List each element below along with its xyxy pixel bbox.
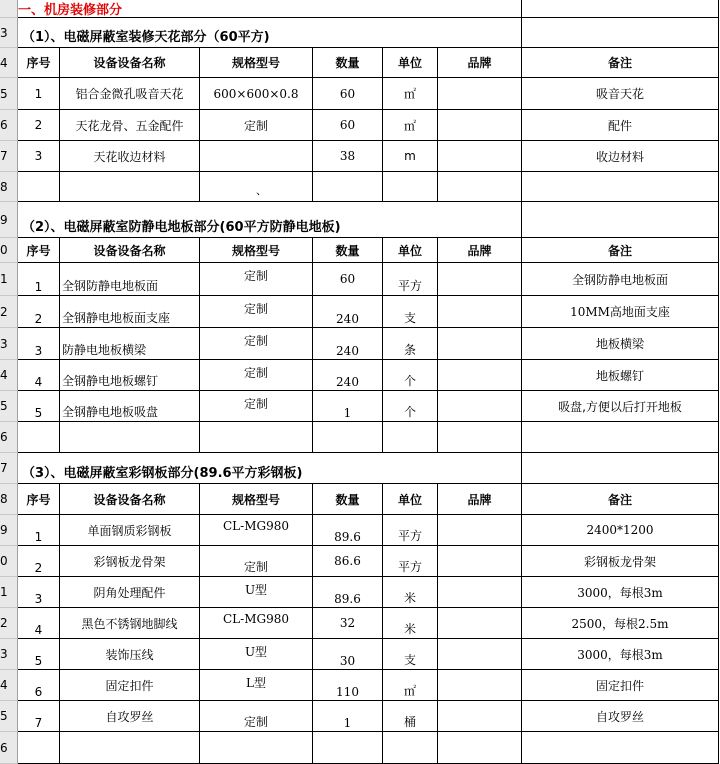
row-number[interactable]: 4 (0, 670, 18, 701)
empty-cell[interactable] (313, 732, 383, 764)
empty-cell[interactable] (383, 422, 438, 453)
cell-unit[interactable]: m (383, 141, 438, 172)
row-number[interactable]: 5 (0, 391, 18, 422)
cell-no[interactable]: 3 (18, 328, 60, 360)
cell-note[interactable]: 彩钢板龙骨架 (522, 546, 719, 577)
cell-spec[interactable]: L型 (200, 670, 313, 701)
cell-name[interactable]: 单面钢质彩钢板 (60, 515, 200, 546)
header-no: 序号 (18, 238, 60, 263)
cell-no[interactable]: 2 (18, 110, 60, 141)
header-qty: 数量 (313, 238, 383, 263)
header-brand: 品牌 (438, 238, 522, 263)
stray-mark: 、 (256, 184, 267, 197)
cell-note[interactable]: 3000，每根3m (522, 577, 719, 608)
cell-no[interactable]: 6 (18, 670, 60, 701)
section-title: （2）、电磁屏蔽室防静电地板部分(60平方防静电地板) (18, 202, 522, 238)
row-number[interactable]: 6 (0, 110, 18, 141)
cell-qty[interactable]: 60 (313, 78, 383, 110)
empty-cell[interactable] (18, 732, 60, 764)
cell-no[interactable]: 1 (18, 263, 60, 296)
cell-unit[interactable]: 平方 (383, 263, 438, 296)
header-unit: 单位 (383, 238, 438, 263)
cell-brand[interactable] (438, 701, 522, 732)
cell-brand[interactable] (438, 328, 522, 360)
cell-name[interactable]: 天花龙骨、五金配件 (60, 110, 200, 141)
cell-note[interactable]: 10MM高地面支座 (522, 296, 719, 328)
cell-name[interactable]: 全钢静电地板螺钉 (60, 360, 200, 391)
empty-cell[interactable] (200, 732, 313, 764)
row-number[interactable]: 3 (0, 328, 18, 360)
cell-spec[interactable]: 定制 (200, 110, 313, 141)
cell-note[interactable]: 吸音天花 (522, 78, 719, 110)
cell-name[interactable]: 自攻罗丝 (60, 701, 200, 732)
row-number[interactable]: 2 (0, 296, 18, 328)
empty-cell[interactable] (383, 732, 438, 764)
cell-unit[interactable]: ㎡ (383, 78, 438, 110)
cell-no[interactable]: 3 (18, 141, 60, 172)
row-number[interactable]: 5 (0, 78, 18, 110)
row-number[interactable]: 6 (0, 732, 18, 764)
header-no: 序号 (18, 484, 60, 515)
cell-qty[interactable]: 1 (313, 391, 383, 422)
cell-qty[interactable]: 1 (313, 701, 383, 732)
row-number[interactable] (0, 0, 18, 18)
cell-unit[interactable]: ㎡ (383, 110, 438, 141)
cell-name[interactable]: 全钢静电地板吸盘 (60, 391, 200, 422)
row-number[interactable]: 3 (0, 18, 18, 48)
header-qty: 数量 (313, 48, 383, 78)
cell-brand[interactable] (438, 546, 522, 577)
cell-brand[interactable] (438, 577, 522, 608)
cell-unit[interactable]: 桶 (383, 701, 438, 732)
cell-spec[interactable]: 定制 (200, 391, 313, 422)
header-brand: 品牌 (438, 48, 522, 78)
cell-spec[interactable]: CL-MG980 (200, 608, 313, 639)
header-spec: 规格型号 (200, 484, 313, 515)
cell-note[interactable]: 固定扣件 (522, 670, 719, 701)
cell-unit[interactable]: 平方 (383, 515, 438, 546)
cell-no[interactable]: 5 (18, 639, 60, 670)
cell-spec[interactable]: U型 (200, 577, 313, 608)
cell-unit[interactable]: 米 (383, 608, 438, 639)
empty-cell[interactable] (522, 422, 719, 453)
cell-spec[interactable]: 定制 (200, 328, 313, 360)
cell-no[interactable]: 7 (18, 701, 60, 732)
cell-no[interactable]: 1 (18, 515, 60, 546)
cell-unit[interactable]: ㎡ (383, 670, 438, 701)
main-title: 一、机房装修部分 (18, 0, 522, 18)
header-spec: 规格型号 (200, 238, 313, 263)
row-number[interactable]: 0 (0, 546, 18, 577)
row-number[interactable]: 3 (0, 639, 18, 670)
cell-no[interactable]: 4 (18, 360, 60, 391)
cell-unit[interactable]: 支 (383, 296, 438, 328)
cell-no[interactable]: 1 (18, 78, 60, 110)
cell-no[interactable]: 2 (18, 296, 60, 328)
cell-no[interactable]: 3 (18, 577, 60, 608)
empty-cell[interactable] (60, 172, 200, 202)
cell-name[interactable]: 黑色不锈钢地脚线 (60, 608, 200, 639)
row-number[interactable]: 4 (0, 360, 18, 391)
cell-brand[interactable] (438, 670, 522, 701)
header-name: 设备设备名称 (60, 484, 200, 515)
cell-spec[interactable]: 600×600×0.8 (200, 78, 313, 110)
cell-note[interactable]: 自攻罗丝 (522, 701, 719, 732)
cell-qty[interactable]: 240 (313, 360, 383, 391)
empty-cell[interactable] (438, 172, 522, 202)
cell-name[interactable]: 彩钢板龙骨架 (60, 546, 200, 577)
cell-note[interactable]: 地板螺钉 (522, 360, 719, 391)
empty-cell[interactable] (522, 172, 719, 202)
cell-spec[interactable] (200, 141, 313, 172)
cell-spec[interactable]: 定制 (200, 296, 313, 328)
header-note: 备注 (522, 484, 719, 515)
cell-name[interactable]: 固定扣件 (60, 670, 200, 701)
cell-name[interactable]: 装饰压线 (60, 639, 200, 670)
empty-cell[interactable] (200, 422, 313, 453)
empty-cell[interactable] (438, 422, 522, 453)
cell-qty[interactable]: 110 (313, 670, 383, 701)
empty-cell[interactable] (18, 172, 60, 202)
row-number[interactable]: 5 (0, 701, 18, 732)
cell-unit[interactable]: 条 (383, 328, 438, 360)
empty-cell[interactable] (438, 732, 522, 764)
cell-spec[interactable]: 定制 (200, 263, 313, 296)
cell-qty[interactable]: 89.6 (313, 577, 383, 608)
header-spec: 规格型号 (200, 48, 313, 78)
row-number[interactable]: 7 (0, 453, 18, 484)
cell-name[interactable]: 全钢防静电地板面 (60, 263, 200, 296)
cell-brand[interactable] (438, 296, 522, 328)
cell-qty[interactable]: 32 (313, 608, 383, 639)
row-number[interactable]: 7 (0, 141, 18, 172)
cell-name[interactable]: 天花收边材料 (60, 141, 200, 172)
row-number[interactable]: 2 (0, 608, 18, 639)
header-unit: 单位 (383, 484, 438, 515)
cell-no[interactable]: 5 (18, 391, 60, 422)
row-number[interactable]: 6 (0, 422, 18, 453)
cell-brand[interactable] (438, 78, 522, 110)
cell-note[interactable]: 吸盘,方便以后打开地板 (522, 391, 719, 422)
cell-note[interactable]: 3000，每根3m (522, 639, 719, 670)
cell-note[interactable]: 2400*1200 (522, 515, 719, 546)
cell-brand[interactable] (438, 263, 522, 296)
cell-qty[interactable]: 60 (313, 110, 383, 141)
cell-name[interactable]: 防静电地板横梁 (60, 328, 200, 360)
row-number[interactable]: 9 (0, 202, 18, 238)
cell-note[interactable]: 2500，每根2.5m (522, 608, 719, 639)
cell-spec[interactable]: 定制 (200, 546, 313, 577)
cell-brand[interactable] (438, 515, 522, 546)
row-number[interactable]: 1 (0, 263, 18, 296)
empty-cell[interactable] (522, 732, 719, 764)
cell-note[interactable]: 收边材料 (522, 141, 719, 172)
cell-brand[interactable] (438, 360, 522, 391)
cell-note[interactable]: 地板横梁 (522, 328, 719, 360)
header-qty: 数量 (313, 484, 383, 515)
empty-cell[interactable] (522, 18, 719, 48)
header-name: 设备设备名称 (60, 48, 200, 78)
cell-no[interactable]: 4 (18, 608, 60, 639)
cell-spec[interactable]: 定制 (200, 360, 313, 391)
cell-unit[interactable]: 个 (383, 391, 438, 422)
section-title: （3）、电磁屏蔽室彩钢板部分(89.6平方彩钢板) (18, 453, 522, 484)
row-number[interactable]: 0 (0, 238, 18, 263)
cell-unit[interactable]: 米 (383, 577, 438, 608)
cell-spec[interactable]: U型 (200, 639, 313, 670)
cell-brand[interactable] (438, 608, 522, 639)
cell-brand[interactable] (438, 110, 522, 141)
cell-brand[interactable] (438, 391, 522, 422)
cell-spec[interactable]: 定制 (200, 701, 313, 732)
empty-cell[interactable] (60, 422, 200, 453)
row-number[interactable]: 8 (0, 172, 18, 202)
empty-cell[interactable] (313, 422, 383, 453)
cell-name[interactable]: 铝合金微孔吸音天花 (60, 78, 200, 110)
header-note: 备注 (522, 238, 719, 263)
cell-qty[interactable]: 86.6 (313, 546, 383, 577)
empty-cell[interactable] (522, 202, 719, 238)
empty-cell[interactable] (383, 172, 438, 202)
empty-cell[interactable] (313, 172, 383, 202)
empty-cell[interactable] (18, 422, 60, 453)
cell-name[interactable]: 阴角处理配件 (60, 577, 200, 608)
header-no: 序号 (18, 48, 60, 78)
cell-qty[interactable]: 89.6 (313, 515, 383, 546)
section-title: （1）、电磁屏蔽室装修天花部分（60平方) (18, 18, 522, 48)
header-name: 设备设备名称 (60, 238, 200, 263)
cell-name[interactable]: 全钢静电地板面支座 (60, 296, 200, 328)
cell-unit[interactable]: 支 (383, 639, 438, 670)
cell-brand[interactable] (438, 141, 522, 172)
row-number[interactable]: 8 (0, 484, 18, 515)
cell-no[interactable]: 2 (18, 546, 60, 577)
cell-qty[interactable]: 240 (313, 328, 383, 360)
empty-cell[interactable] (522, 0, 719, 18)
empty-cell[interactable] (60, 732, 200, 764)
cell-note[interactable]: 配件 (522, 110, 719, 141)
row-number[interactable]: 4 (0, 48, 18, 78)
header-note: 备注 (522, 48, 719, 78)
cell-qty[interactable]: 38 (313, 141, 383, 172)
cell-note[interactable]: 全钢防静电地板面 (522, 263, 719, 296)
header-unit: 单位 (383, 48, 438, 78)
cell-qty[interactable]: 240 (313, 296, 383, 328)
row-number[interactable]: 1 (0, 577, 18, 608)
cell-brand[interactable] (438, 639, 522, 670)
cell-spec[interactable]: CL-MG980 (200, 515, 313, 546)
cell-qty[interactable]: 30 (313, 639, 383, 670)
cell-unit[interactable]: 平方 (383, 546, 438, 577)
cell-qty[interactable]: 60 (313, 263, 383, 296)
cell-unit[interactable]: 个 (383, 360, 438, 391)
empty-cell[interactable] (522, 453, 719, 484)
row-number[interactable]: 9 (0, 515, 18, 546)
header-brand: 品牌 (438, 484, 522, 515)
